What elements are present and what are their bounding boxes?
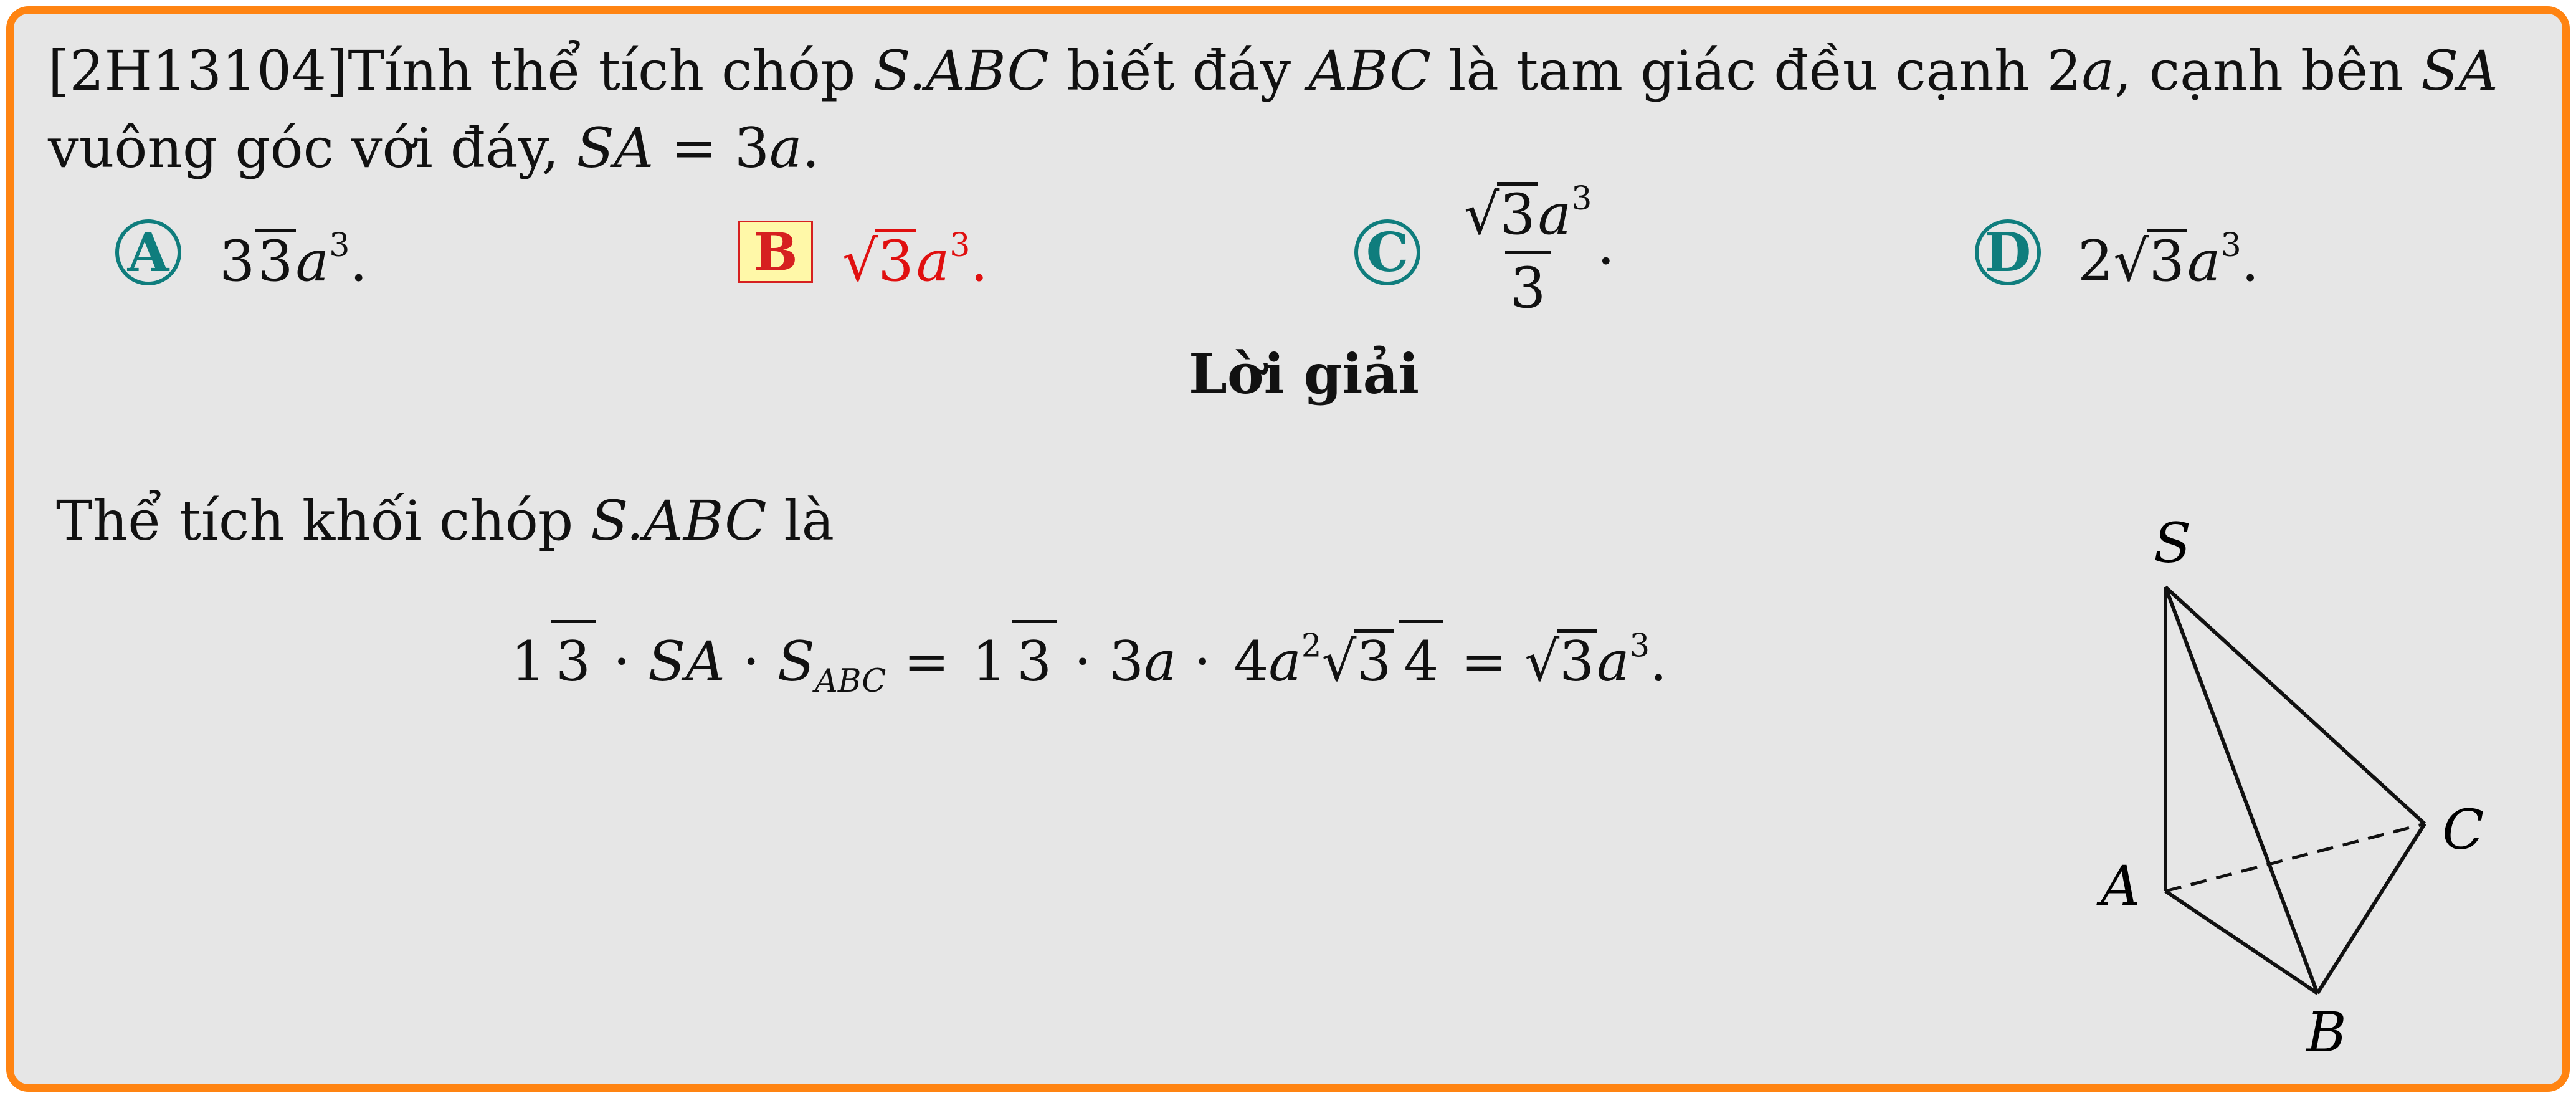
vertex-label-c: C bbox=[2442, 798, 2484, 862]
exercise-card bbox=[6, 6, 2570, 1092]
option-d-text[interactable]: $2√3a^3$. bbox=[2078, 226, 2260, 294]
question-line-1-display: [2H13104]Tính thể tích chóp S.ABC biết đáy ABC là tam giác đều cạnh 2a, cạnh bên SA bbox=[48, 39, 2498, 103]
edge-ac-hidden bbox=[2165, 824, 2425, 891]
option-d-marker[interactable] bbox=[1975, 219, 2041, 285]
vertex-label-s: S bbox=[2154, 511, 2192, 575]
option-c-text[interactable]: $\frac{√3a^3}{3}$ . bbox=[1464, 179, 1615, 321]
option-d-letter: D bbox=[1984, 221, 2032, 284]
option-c-letter: C bbox=[1366, 221, 1409, 284]
solution-formula: 1 3 · SA · $S_{ABC} = 1$ $3 \cdot 3a \cdot 4a^2√3$ $4 = √3a^3$. bbox=[506, 624, 1667, 694]
pyramid-figure bbox=[2063, 500, 2512, 1073]
option-a-letter: A bbox=[127, 221, 169, 284]
option-b-text[interactable]: $√3a^3$. bbox=[842, 226, 989, 294]
option-b-marker[interactable] bbox=[738, 221, 813, 283]
vertex-label-b: B bbox=[2306, 1000, 2347, 1064]
option-b-letter: B bbox=[753, 221, 798, 283]
edge-bc bbox=[2317, 824, 2425, 993]
question-line-2-display: vuông góc với đáy, SA = 3a. bbox=[48, 116, 820, 180]
solution-title: Lời giải bbox=[1189, 341, 1420, 406]
edge-ab bbox=[2165, 891, 2317, 993]
edge-sb bbox=[2165, 587, 2317, 993]
option-a-text[interactable]: $33a^3$. bbox=[219, 226, 368, 294]
option-a-marker[interactable] bbox=[115, 219, 181, 285]
edge-sc bbox=[2165, 587, 2425, 824]
option-c-marker[interactable] bbox=[1354, 219, 1420, 285]
solution-intro-display: Thể tích khối chóp S.ABC là bbox=[56, 489, 835, 553]
vertex-label-a: A bbox=[2101, 854, 2141, 918]
